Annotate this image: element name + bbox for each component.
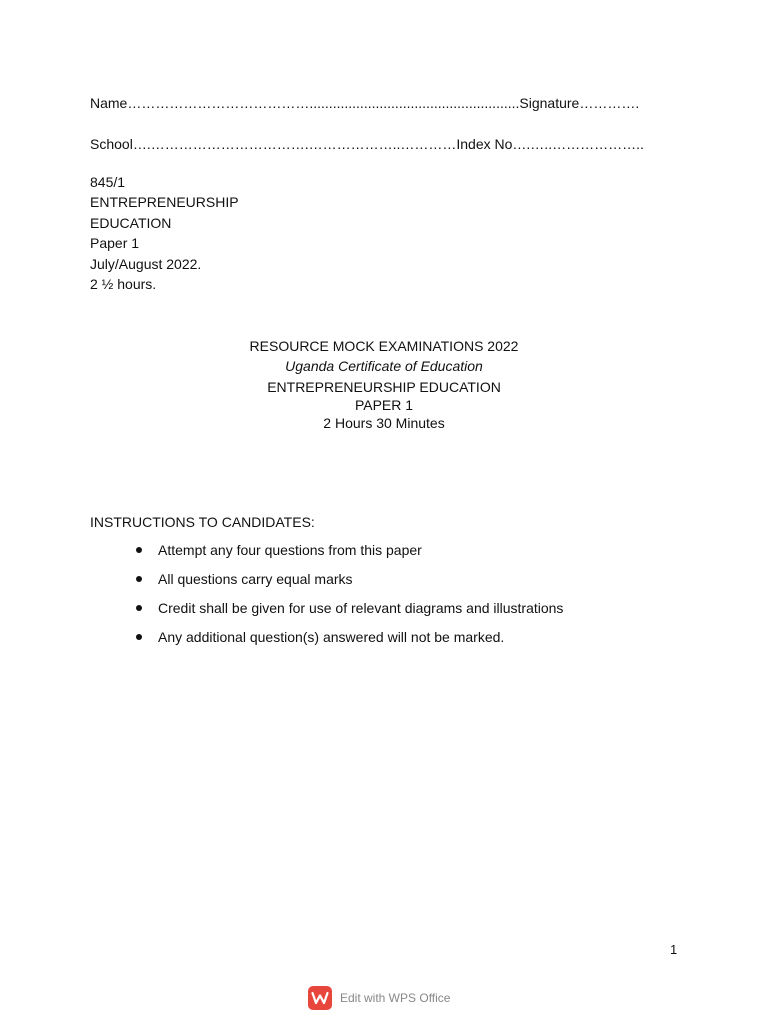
instruction-item — [90, 570, 563, 599]
instructions-heading: INSTRUCTIONS TO CANDIDATES: — [90, 514, 315, 530]
instruction-text: All questions carry equal marks — [158, 571, 353, 587]
instruction-text: Credit shall be given for use of relevant diagrams and illustrations — [158, 600, 564, 616]
school-fill-dots: ….…………………………….………………..………… — [132, 136, 457, 152]
instruction-item — [90, 541, 563, 570]
school-label: School — [90, 136, 133, 152]
name-fill-dots: …………………………………...................................................... — [127, 95, 520, 111]
instructions-list — [90, 541, 563, 657]
subject-line-2: EDUCATION — [90, 215, 172, 231]
exam-duration: 2 ½ hours. — [90, 276, 157, 292]
bullet-icon — [136, 634, 142, 640]
paper-title: PAPER 1 — [354, 397, 414, 413]
duration-title: 2 Hours 30 Minutes — [323, 415, 445, 431]
edit-with-wps-button[interactable] — [308, 985, 450, 1011]
index-fill-dots: ….…..……………….. — [512, 136, 644, 152]
wps-office-logo-icon — [308, 986, 332, 1010]
wps-w-glyph-icon — [311, 991, 329, 1005]
paper-code: 845/1 — [90, 174, 126, 190]
name-label: Name — [90, 95, 128, 111]
name-signature-line — [90, 94, 639, 112]
page-number: 1 — [670, 942, 678, 957]
subject-title: ENTREPRENEURSHIP EDUCATION — [267, 379, 501, 395]
certificate-title: Uganda Certificate of Education — [285, 358, 483, 374]
instruction-item — [90, 628, 563, 657]
wps-edit-label: Edit with WPS Office — [340, 991, 451, 1005]
instruction-text: Attempt any four questions from this paper — [158, 542, 422, 558]
bullet-icon — [136, 547, 142, 553]
exam-date: July/August 2022. — [90, 256, 202, 272]
index-label: Index No — [456, 136, 513, 152]
school-index-line — [90, 135, 644, 153]
subject-line-1: ENTREPRENEURSHIP — [90, 194, 239, 210]
signature-fill-dots: …………. — [579, 95, 640, 111]
signature-label: Signature — [519, 95, 580, 111]
instruction-item — [90, 599, 563, 628]
instruction-text: Any additional question(s) answered will not be marked. — [158, 629, 505, 645]
paper-number: Paper 1 — [90, 235, 140, 251]
exam-name-title: RESOURCE MOCK EXAMINATIONS 2022 — [249, 338, 519, 354]
bullet-icon — [136, 605, 142, 611]
bullet-icon — [136, 576, 142, 582]
